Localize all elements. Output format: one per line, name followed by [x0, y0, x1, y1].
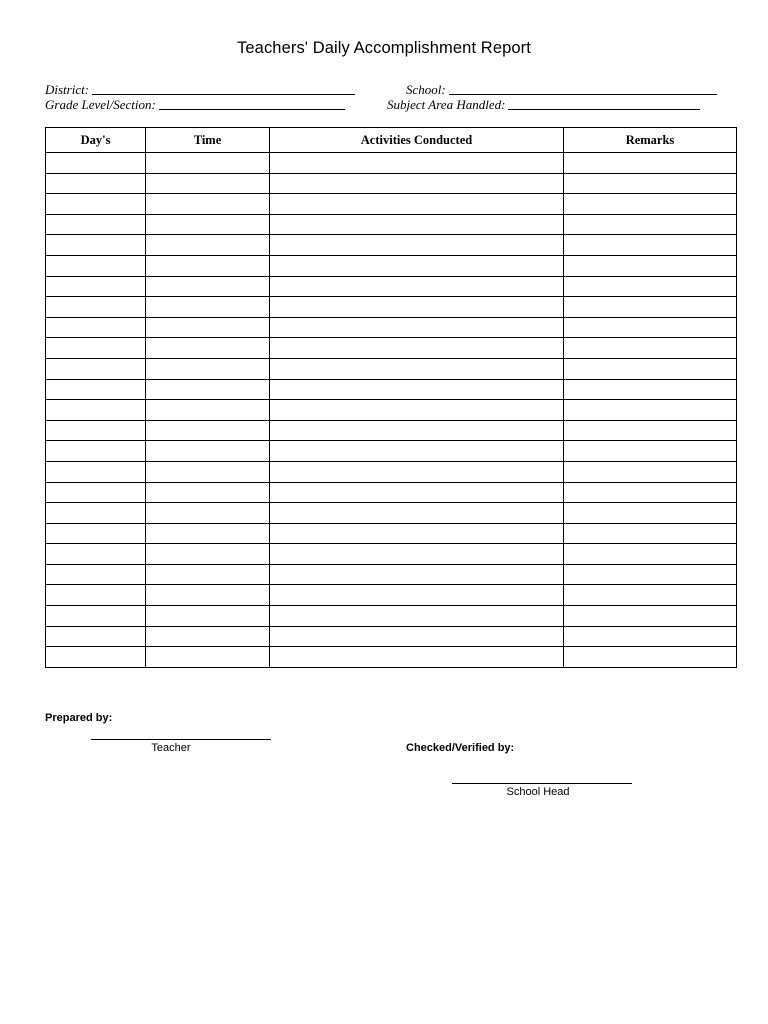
table-cell[interactable] — [564, 461, 737, 482]
teacher-label: Teacher — [151, 742, 191, 754]
table-cell[interactable] — [270, 194, 564, 215]
checked-verified-by-label: Checked/Verified by: — [406, 742, 515, 754]
table-cell[interactable] — [564, 441, 737, 462]
table-cell[interactable] — [146, 379, 270, 400]
table-cell[interactable] — [146, 626, 270, 647]
grade-level-section-blank[interactable] — [159, 99, 345, 110]
table-cell[interactable] — [46, 503, 146, 524]
school-head-signature-line[interactable] — [452, 783, 632, 784]
table-cell[interactable] — [46, 235, 146, 256]
table-cell[interactable] — [46, 276, 146, 297]
table-row — [46, 153, 737, 174]
grade-level-section-field[interactable] — [45, 97, 345, 113]
page-title: Teachers' Daily Accomplishment Report — [237, 39, 531, 57]
table-cell[interactable] — [146, 297, 270, 318]
table-row — [46, 544, 737, 565]
table-cell[interactable] — [270, 482, 564, 503]
table-cell[interactable] — [46, 255, 146, 276]
table-cell[interactable] — [564, 400, 737, 421]
table-row — [46, 564, 737, 585]
table-cell[interactable] — [270, 338, 564, 359]
table-cell[interactable] — [146, 194, 270, 215]
table-cell[interactable] — [564, 338, 737, 359]
table-cell[interactable] — [564, 523, 737, 544]
table-cell[interactable] — [46, 338, 146, 359]
table-cell[interactable] — [270, 523, 564, 544]
table-cell[interactable] — [146, 214, 270, 235]
table-cell[interactable] — [46, 420, 146, 441]
table-cell[interactable] — [564, 297, 737, 318]
table-body — [46, 153, 737, 668]
table-cell[interactable] — [46, 544, 146, 565]
table-row — [46, 441, 737, 462]
table-cell[interactable] — [564, 585, 737, 606]
table-cell[interactable] — [46, 214, 146, 235]
table-cell[interactable] — [270, 400, 564, 421]
table-header-row — [46, 128, 737, 153]
table-cell[interactable] — [46, 400, 146, 421]
table-cell[interactable] — [564, 420, 737, 441]
table-cell[interactable] — [564, 503, 737, 524]
table-cell[interactable] — [270, 276, 564, 297]
table-cell[interactable] — [564, 647, 737, 668]
table-row — [46, 358, 737, 379]
table-cell[interactable] — [46, 153, 146, 174]
table-cell[interactable] — [46, 194, 146, 215]
table-cell[interactable] — [564, 235, 737, 256]
table-cell[interactable] — [270, 358, 564, 379]
table-cell[interactable] — [270, 317, 564, 338]
school-field[interactable] — [406, 82, 717, 98]
table-cell[interactable] — [46, 564, 146, 585]
table-cell[interactable] — [270, 503, 564, 524]
table-cell[interactable] — [146, 482, 270, 503]
table-cell[interactable] — [564, 606, 737, 627]
table-row — [46, 585, 737, 606]
table-cell[interactable] — [146, 420, 270, 441]
table-row — [46, 297, 737, 318]
table-cell[interactable] — [146, 647, 270, 668]
table-cell[interactable] — [564, 358, 737, 379]
grade-level-section-label: Grade Level/Section: — [45, 97, 156, 112]
teacher-signature-line[interactable] — [91, 739, 271, 740]
table-cell[interactable] — [146, 461, 270, 482]
table-cell[interactable] — [146, 358, 270, 379]
table-cell[interactable] — [146, 235, 270, 256]
table-row — [46, 523, 737, 544]
table-cell[interactable] — [564, 379, 737, 400]
table-cell[interactable] — [146, 564, 270, 585]
table-cell[interactable] — [146, 503, 270, 524]
table-cell[interactable] — [46, 297, 146, 318]
table-row — [46, 173, 737, 194]
column-header-remarks: Remarks — [564, 128, 737, 153]
table-cell[interactable] — [146, 544, 270, 565]
column-header-time: Time — [146, 128, 270, 153]
table-cell[interactable] — [270, 544, 564, 565]
table-row — [46, 379, 737, 400]
table-cell[interactable] — [270, 420, 564, 441]
subject-area-label: Subject Area Handled: — [387, 97, 506, 112]
table-row — [46, 420, 737, 441]
subject-area-blank[interactable] — [508, 99, 700, 110]
table-row — [46, 647, 737, 668]
table-cell[interactable] — [564, 276, 737, 297]
table-row — [46, 461, 737, 482]
table-cell[interactable] — [146, 173, 270, 194]
table-cell[interactable] — [564, 544, 737, 565]
table-cell[interactable] — [270, 214, 564, 235]
table-cell[interactable] — [46, 585, 146, 606]
table-cell[interactable] — [146, 317, 270, 338]
table-row — [46, 503, 737, 524]
table-cell[interactable] — [46, 317, 146, 338]
table-row — [46, 317, 737, 338]
table-cell[interactable] — [146, 276, 270, 297]
table-cell[interactable] — [146, 153, 270, 174]
table-cell[interactable] — [270, 441, 564, 462]
table-cell[interactable] — [270, 585, 564, 606]
table-cell[interactable] — [46, 379, 146, 400]
table-cell[interactable] — [46, 626, 146, 647]
table-cell[interactable] — [564, 317, 737, 338]
table-cell[interactable] — [564, 564, 737, 585]
table-row — [46, 606, 737, 627]
table-cell[interactable] — [46, 647, 146, 668]
subject-area-field[interactable] — [387, 97, 700, 113]
table-cell[interactable] — [146, 255, 270, 276]
district-label: District: — [45, 82, 90, 97]
table-cell[interactable] — [46, 606, 146, 627]
table-row — [46, 214, 737, 235]
prepared-by-label: Prepared by: — [45, 712, 113, 724]
table-cell[interactable] — [564, 255, 737, 276]
table-row — [46, 482, 737, 503]
table-cell[interactable] — [270, 255, 564, 276]
table-cell[interactable] — [270, 606, 564, 627]
district-blank[interactable] — [92, 84, 355, 95]
table-cell[interactable] — [270, 235, 564, 256]
table-cell[interactable] — [270, 626, 564, 647]
table-cell[interactable] — [146, 606, 270, 627]
table-cell[interactable] — [146, 523, 270, 544]
table-cell[interactable] — [564, 194, 737, 215]
table-row — [46, 194, 737, 215]
table-cell[interactable] — [46, 358, 146, 379]
table-row — [46, 235, 737, 256]
column-header-activities: Activities Conducted — [270, 128, 564, 153]
school-label: School: — [406, 82, 446, 97]
district-field[interactable] — [45, 82, 355, 98]
table-cell[interactable] — [46, 441, 146, 462]
table-cell[interactable] — [270, 153, 564, 174]
table-row — [46, 255, 737, 276]
table-cell[interactable] — [146, 400, 270, 421]
table-cell[interactable] — [46, 523, 146, 544]
table-cell[interactable] — [270, 461, 564, 482]
school-head-label: School Head — [506, 786, 570, 798]
table-cell[interactable] — [564, 173, 737, 194]
table-cell[interactable] — [270, 647, 564, 668]
table-row — [46, 338, 737, 359]
table-cell[interactable] — [564, 626, 737, 647]
table-row — [46, 626, 737, 647]
school-blank[interactable] — [449, 84, 717, 95]
table-row — [46, 276, 737, 297]
accomplishment-table — [45, 127, 737, 668]
table-cell[interactable] — [146, 441, 270, 462]
table-cell[interactable] — [270, 379, 564, 400]
table-cell[interactable] — [146, 585, 270, 606]
table-row — [46, 400, 737, 421]
table-cell[interactable] — [270, 173, 564, 194]
table-cell[interactable] — [46, 461, 146, 482]
table-cell[interactable] — [46, 173, 146, 194]
table-cell[interactable] — [270, 564, 564, 585]
table-cell[interactable] — [564, 214, 737, 235]
column-header-days: Day's — [46, 128, 146, 153]
table-cell[interactable] — [564, 482, 737, 503]
table-cell[interactable] — [46, 482, 146, 503]
table-cell[interactable] — [146, 338, 270, 359]
table-cell[interactable] — [270, 297, 564, 318]
table-cell[interactable] — [564, 153, 737, 174]
